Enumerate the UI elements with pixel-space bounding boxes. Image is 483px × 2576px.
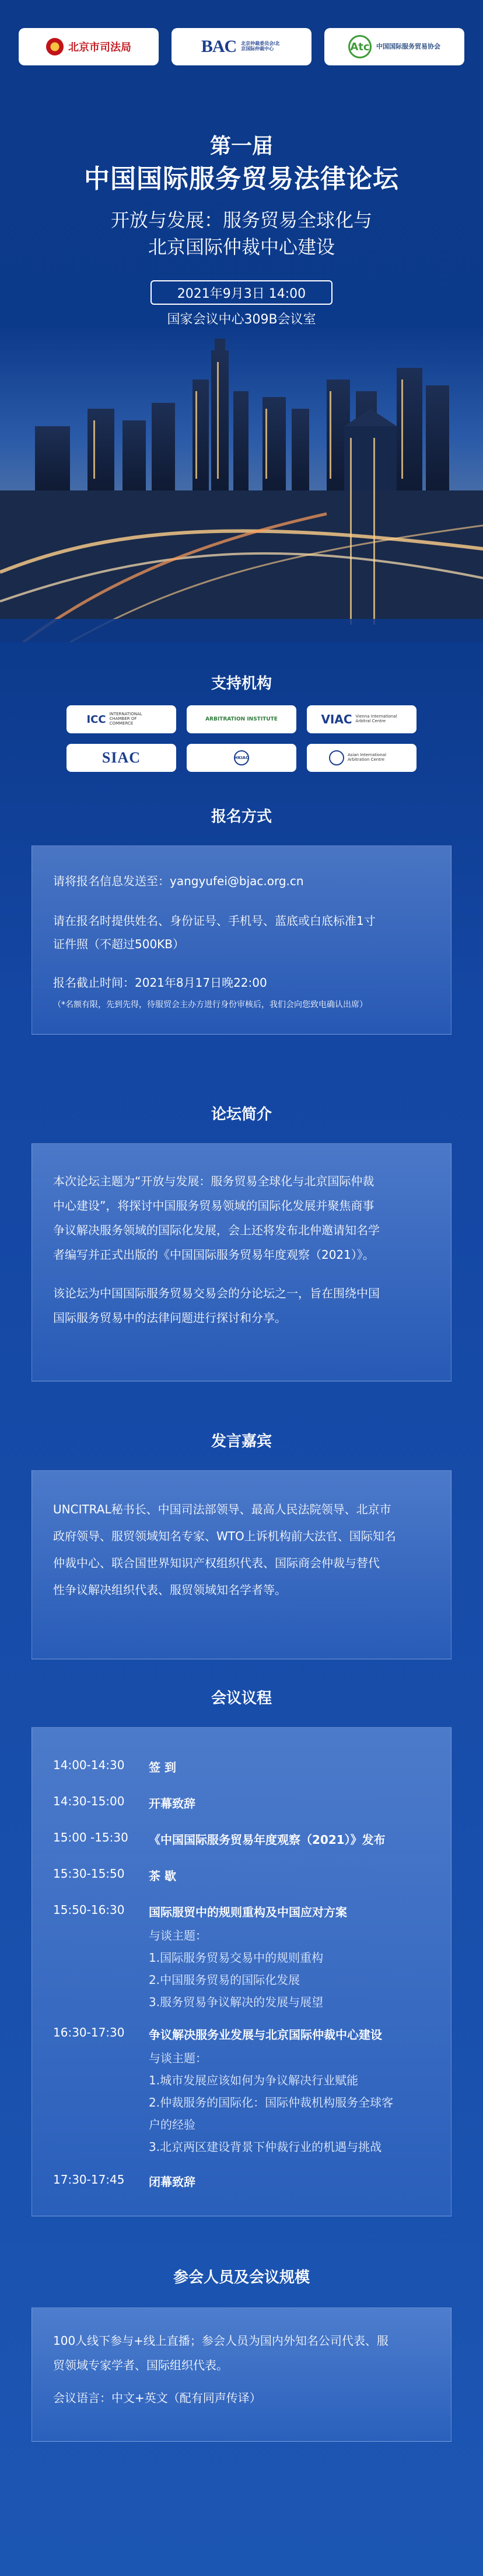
agenda-time: 15:50-16:30 — [53, 1903, 125, 1917]
intro-heading: 论坛简介 — [211, 1106, 272, 1123]
agenda-time: 14:00-14:30 — [53, 1758, 125, 1772]
agenda-subtopic: 1.城市发展应该如何为争议解决行业赋能 — [149, 2073, 359, 2087]
icc-subtitle: INTERNATIONAL CHAMBER OF COMMERCE — [109, 712, 142, 726]
forum-title: 中国国际服务贸易法律论坛 — [84, 164, 399, 194]
agenda-title: 闭幕致辞 — [149, 2175, 195, 2189]
agenda-title: 开幕致辞 — [149, 1797, 195, 1811]
agenda-time: 17:30-17:45 — [53, 2173, 125, 2187]
support-logo-grid — [66, 705, 416, 772]
registration-heading: 报名方式 — [211, 808, 272, 826]
city-skyline-image — [0, 327, 483, 642]
guests-line: 仲裁中心、联合国世界知识产权组织代表、国际商会仲裁与替代 — [53, 1556, 380, 1570]
agenda-title: 国际服贸中的规则重构及中国应对方案 — [149, 1905, 347, 1919]
agenda-subtopic: 2.中国服务贸易的国际化发展 — [149, 1973, 300, 1987]
agenda-subtopic: 与谈主题： — [149, 2051, 207, 2065]
siac-logo — [66, 744, 176, 772]
forum-subtitle-line1: 开放与发展：服务贸易全球化与 — [110, 209, 372, 231]
support-heading: 支持机构 — [211, 675, 272, 692]
aiac-logo — [307, 744, 416, 772]
judicial-bureau-logo — [19, 28, 159, 65]
participants-line: 贸领域专家学者、国际组织代表。 — [53, 2358, 228, 2372]
viac-logo — [307, 705, 416, 733]
atc-logo — [324, 28, 464, 65]
bac-logo — [172, 28, 312, 65]
agenda-subtopic: 与谈主题： — [149, 1928, 207, 1943]
aiac-emblem-icon — [329, 750, 344, 765]
registration-deadline: 报名截止时间：2021年8月17日晚22:00 — [53, 976, 267, 990]
registration-requirements-line2: 证件照（不超过500KB） — [53, 937, 185, 951]
venue-text: 国家会议中心309B会议室 — [167, 312, 316, 327]
intro-para1-line: 者编写并正式出版的《中国国际服务贸易年度观察（2021）》。 — [53, 1248, 374, 1262]
agenda-subtopic: 1.国际服务贸易交易中的规则重构 — [149, 1951, 324, 1965]
guests-line: 性争议解决组织代表、服贸领域知名学者等。 — [53, 1583, 286, 1597]
registration-email: 请将报名信息发送至：yangyufei@bjac.org.cn — [53, 874, 304, 888]
participants-heading: 参会人员及会议规模 — [173, 2269, 310, 2286]
logo-row — [19, 28, 464, 65]
agenda-time: 15:00 -15:30 — [53, 1830, 128, 1844]
agenda-title: 《中国国际服务贸易年度观察（2021）》发布 — [149, 1833, 386, 1847]
guests-heading: 发言嘉宾 — [211, 1433, 272, 1450]
intro-para2-line: 国际服务贸易中的法律问题进行探讨和分享。 — [53, 1311, 286, 1325]
intro-para1-line: 本次论坛主题为“开放与发展：服务贸易全球化与北京国际仲裁 — [53, 1174, 374, 1188]
guests-line: 政府领导、服贸领域知名专家、WTO上诉机构前大法官、国际知名 — [53, 1529, 396, 1543]
agenda-time: 15:30-15:50 — [53, 1867, 125, 1881]
hkiac-name: HKIAC — [234, 750, 249, 765]
agenda-time: 16:30-17:30 — [53, 2025, 125, 2039]
edition-label: 第一届 — [209, 134, 273, 158]
icc-name: ICC — [86, 713, 106, 726]
atc-name: 中国国际服务贸易协会 — [376, 43, 440, 51]
guests-box — [32, 1470, 452, 1659]
intro-box — [32, 1143, 452, 1381]
agenda-title: 茶 歇 — [149, 1869, 176, 1883]
agenda-title: 签 到 — [149, 1760, 176, 1774]
aiac-name: Asian International Arbitration Centre — [348, 753, 387, 762]
arbitration-institute-logo — [187, 705, 296, 733]
conference-language: 会议语言：中文+英文（配有同声传译） — [53, 2391, 261, 2405]
judicial-bureau-name: 北京市司法局 — [68, 41, 131, 54]
registration-requirements-line1: 请在报名时提供姓名、身份证号、手机号、蓝底或白底标准1寸 — [53, 914, 376, 928]
bac-subtitle: 北京仲裁委员会/北京国际仲裁中心 — [241, 41, 280, 51]
registration-box — [32, 845, 452, 1035]
agenda-subtopic: 户的经验 — [149, 2118, 195, 2132]
forum-subtitle-line2: 北京国际仲裁中心建设 — [148, 236, 335, 258]
participants-box — [32, 2307, 452, 2442]
national-emblem-icon — [46, 38, 64, 55]
viac-subtitle: Vienna International Arbitral Centre — [355, 714, 397, 723]
intro-para1-line: 中心建设”，将探讨中国服务贸易领域的国际化发展并聚焦商事 — [53, 1199, 374, 1213]
agenda-heading: 会议议程 — [211, 1690, 272, 1707]
viac-name: VIAC — [321, 712, 352, 726]
agenda-box — [32, 1727, 452, 2216]
siac-name: SIAC — [102, 749, 141, 766]
icc-logo — [66, 705, 176, 733]
date-badge: 2021年9月3日 14:00 — [150, 280, 332, 305]
participants-line: 100人线下参与+线上直播；参会人员为国内外知名公司代表、服 — [53, 2334, 388, 2348]
agenda-time: 14:30-15:00 — [53, 1794, 125, 1808]
hkiac-logo — [187, 744, 296, 772]
agenda-subtopic: 2.仲裁服务的国际化：国际仲裁机构服务全球客 — [149, 2095, 394, 2109]
guests-line: UNCITRAL秘书长、中国司法部领导、最高人民法院领导、北京市 — [53, 1502, 391, 1516]
agenda-subtopic: 3.北京两区建设背景下仲裁行业的机遇与挑战 — [149, 2140, 382, 2154]
intro-para1-line: 争议解决服务领域的国际化发展，会上还将发布北仲邀请知名学 — [53, 1223, 380, 1237]
registration-note: （*名额有限，先到先得，待服贸会主办方进行身份审核后，我们会向您致电确认出席） — [53, 1000, 368, 1009]
intro-para2-line: 该论坛为中国国际服务贸易交易会的分论坛之一，旨在围绕中国 — [53, 1286, 380, 1300]
agenda-title: 争议解决服务业发展与北京国际仲裁中心建设 — [149, 2028, 382, 2042]
bac-mark: BAC — [201, 37, 237, 56]
atc-mark-icon: Atc — [348, 35, 372, 58]
agenda-subtopic: 3.服务贸易争议解决的发展与展望 — [149, 1995, 324, 2009]
arbitration-institute-name: ARBITRATION INSTITUTE — [205, 716, 278, 722]
